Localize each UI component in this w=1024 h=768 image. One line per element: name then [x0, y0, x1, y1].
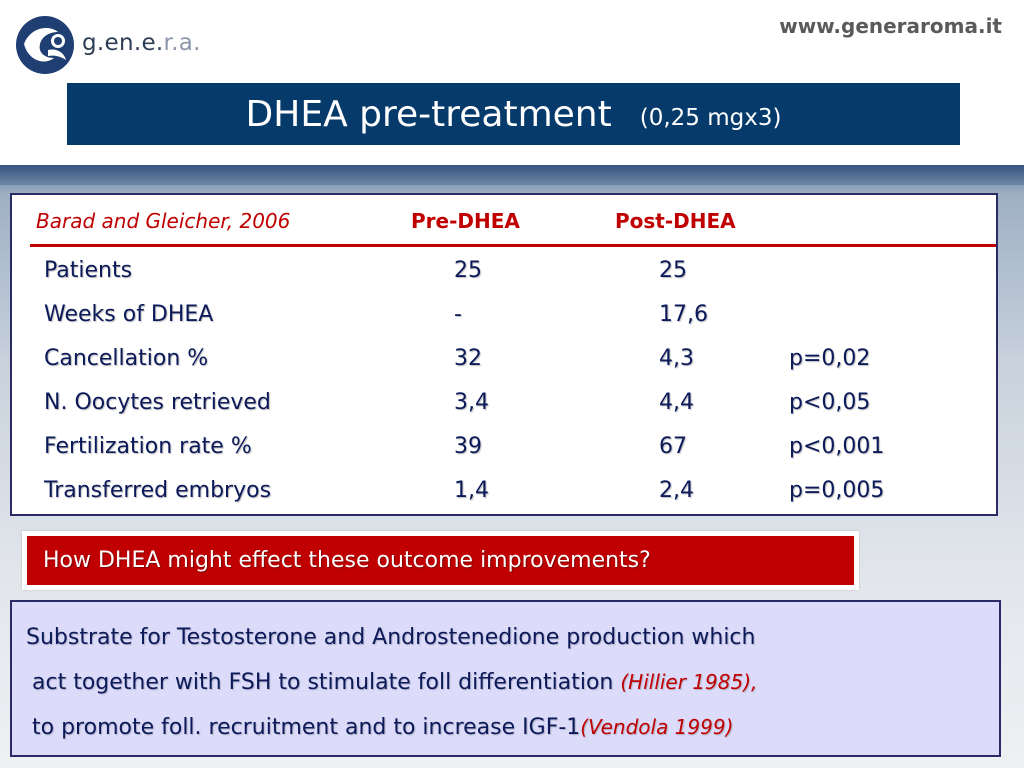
row-pre-value: 32	[454, 346, 482, 371]
row-post-value: 2,4	[659, 478, 694, 503]
row-label: Fertilization rate %	[44, 434, 252, 459]
row-p-value: p=0,02	[789, 346, 871, 371]
background-strip	[0, 165, 1024, 185]
table-row	[12, 478, 996, 518]
row-label: Cancellation %	[44, 346, 209, 371]
answer-line-3	[26, 705, 985, 750]
results-table	[10, 193, 998, 516]
citation-vendola: (Vendola 1999)	[580, 715, 734, 739]
question-callout	[22, 531, 859, 590]
row-post-value: 4,4	[659, 390, 694, 415]
genera-logo-icon	[14, 14, 80, 76]
row-p-value: p=0,005	[789, 478, 885, 503]
row-p-value: p<0,001	[789, 434, 885, 459]
table-row	[12, 258, 996, 298]
row-p-value: p<0,05	[789, 390, 871, 415]
row-pre-value: -	[454, 302, 462, 327]
row-post-value: 67	[659, 434, 687, 459]
logo-text	[82, 30, 201, 56]
answer-box	[10, 600, 1001, 757]
answer-line-2	[26, 660, 985, 705]
table-citation: Barad and Gleicher, 2006	[36, 209, 291, 233]
logo-name: g.en.e.	[82, 30, 164, 56]
row-pre-value: 39	[454, 434, 482, 459]
slide-title: DHEA pre-treatment	[245, 93, 612, 135]
row-label: Weeks of DHEA	[44, 302, 214, 327]
row-post-value: 17,6	[659, 302, 708, 327]
row-pre-value: 1,4	[454, 478, 489, 503]
logo-suffix: r.a.	[163, 30, 201, 56]
citation-hillier: (Hillier 1985),	[620, 670, 758, 694]
column-header-pre: Pre-DHEA	[411, 209, 520, 233]
row-pre-value: 3,4	[454, 390, 489, 415]
website-link[interactable]: www.generaroma.it	[779, 14, 1002, 38]
answer-line-3-text: to promote foll. recruitment and to increase IGF-1	[32, 715, 581, 740]
question-text: How DHEA might effect these outcome improvements?	[27, 536, 854, 585]
table-row	[12, 302, 996, 342]
answer-line-1: Substrate for Testosterone and Androstenedione production which	[26, 625, 756, 650]
column-header-post: Post-DHEA	[615, 209, 736, 233]
row-post-value: 4,3	[659, 346, 694, 371]
row-label: Patients	[44, 258, 133, 283]
title-bar	[67, 83, 960, 145]
row-label: Transferred embryos	[44, 478, 272, 503]
row-pre-value: 25	[454, 258, 482, 283]
header-divider	[30, 244, 996, 247]
table-row	[12, 390, 996, 430]
row-post-value: 25	[659, 258, 687, 283]
slide-subtitle: (0,25 mgx3)	[639, 105, 782, 131]
table-row	[12, 346, 996, 386]
answer-line-2-text: act together with FSH to stimulate foll differentiation	[32, 670, 621, 695]
table-row	[12, 434, 996, 474]
row-label: N. Oocytes retrieved	[44, 390, 271, 415]
